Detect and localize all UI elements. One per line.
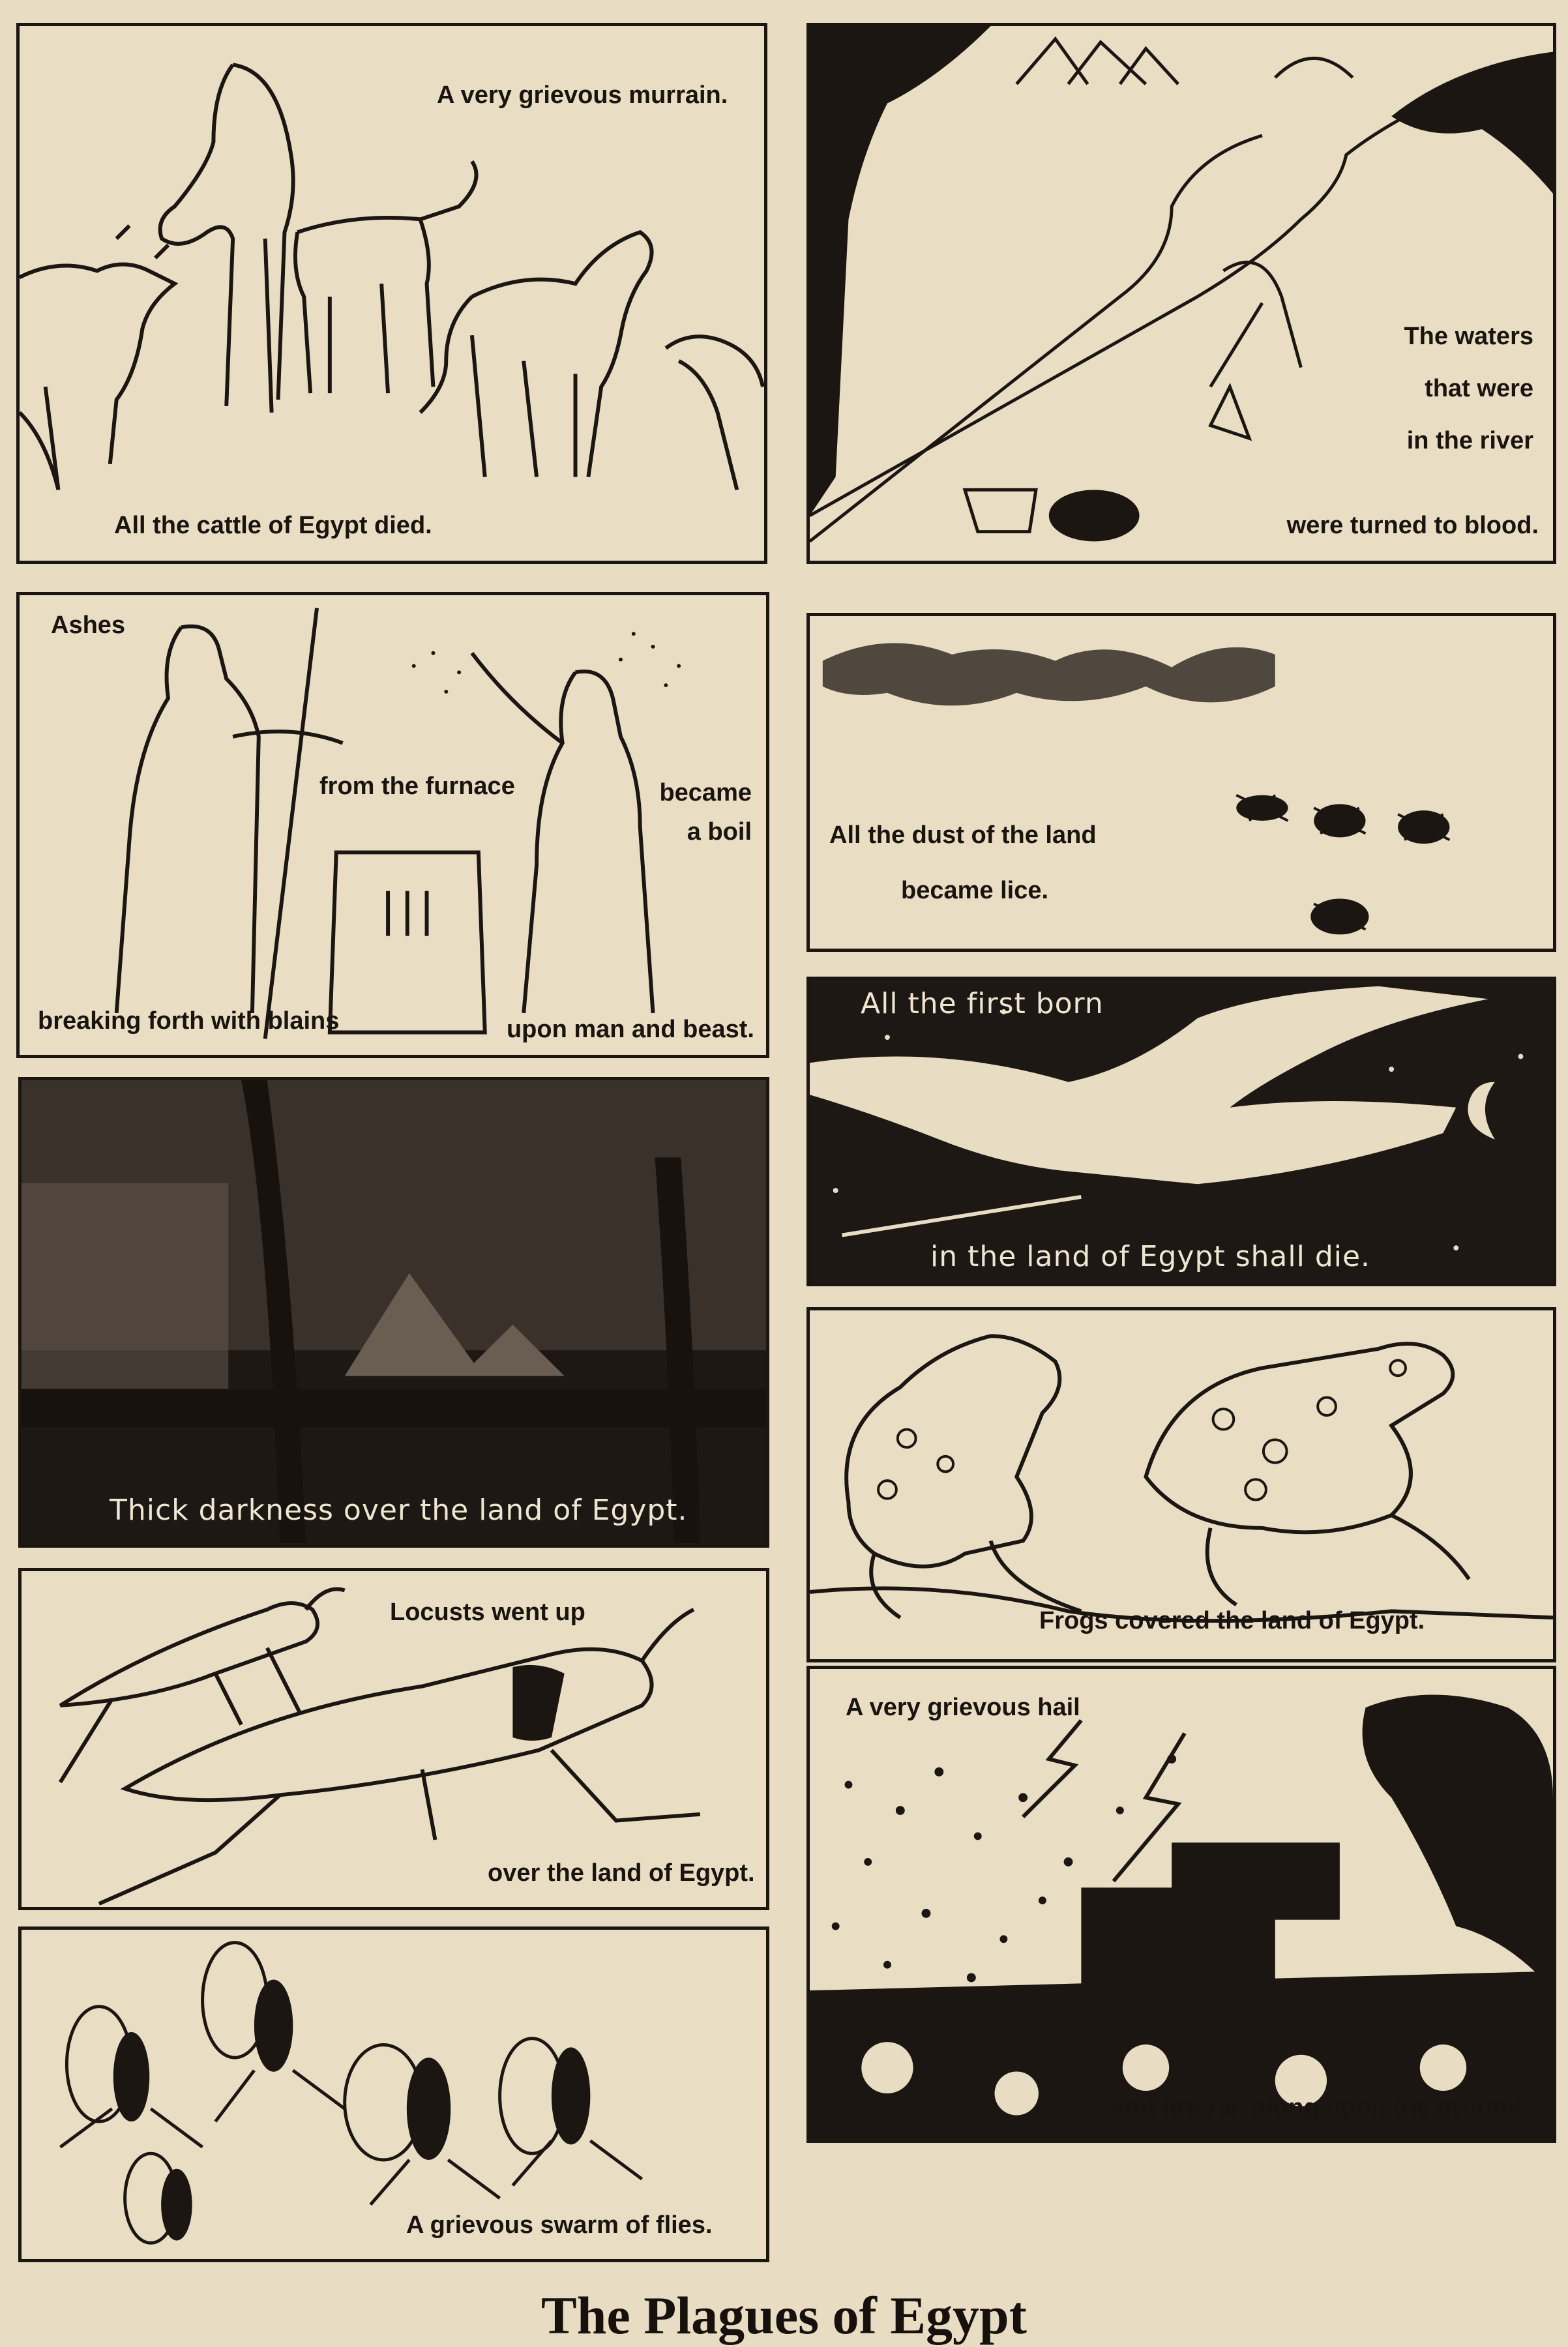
panel-firstborn	[806, 977, 1556, 1286]
hail-illustration	[810, 1669, 1553, 2140]
panel-murrain	[16, 23, 767, 564]
boils-became-1: became	[659, 779, 752, 806]
locusts-bottom: over the land of Egypt.	[488, 1859, 755, 1887]
lice-line1: All the dust of the land	[829, 821, 1097, 849]
hail-bottom: and fire ran along upon the ground.	[1111, 2094, 1530, 2121]
firstborn-top: All the first born	[861, 987, 1104, 1020]
murrain-bottom-caption: All the cattle of Egypt died.	[114, 512, 432, 539]
panel-flies	[18, 1926, 769, 2262]
panel-hail	[806, 1666, 1556, 2143]
boils-ashes: Ashes	[51, 612, 126, 639]
panel-frogs	[806, 1307, 1556, 1662]
blood-line1: The waters	[1404, 323, 1533, 350]
darkness-illustration	[22, 1080, 766, 1544]
page-title: The Plagues of Egypt	[541, 2286, 1027, 2345]
boils-upon: upon man and beast.	[506, 1016, 754, 1043]
panel-blood	[806, 23, 1556, 564]
angel-of-death-illustration	[810, 980, 1553, 1283]
frogs-caption: Frogs covered the land of Egypt.	[1039, 1607, 1425, 1634]
flies-illustration	[22, 1930, 766, 2259]
boils-furnace: from the furnace	[319, 773, 515, 800]
moses-aaron-illustration	[20, 595, 766, 1055]
blood-line2: that were	[1425, 375, 1533, 402]
river-illustration	[810, 26, 1553, 561]
panel-boils	[16, 592, 769, 1058]
firstborn-bottom: in the land of Egypt shall die.	[930, 1240, 1371, 1273]
panel-darkness	[18, 1077, 769, 1548]
blood-line3: in the river	[1406, 427, 1533, 454]
hail-top: A very grievous hail	[846, 1694, 1080, 1721]
murrain-top-caption: A very grievous murrain.	[437, 81, 728, 109]
darkness-caption: Thick darkness over the land of Egypt.	[110, 1494, 688, 1527]
locusts-top: Locusts went up	[390, 1599, 585, 1626]
boils-became-2: a boil	[687, 818, 752, 846]
boils-breaking: breaking forth with blains	[38, 1007, 340, 1035]
panel-locusts	[18, 1568, 769, 1910]
flies-caption: A grievous swarm of flies.	[406, 2211, 713, 2239]
lice-line2: became lice.	[901, 877, 1049, 904]
blood-line4: were turned to blood.	[1286, 512, 1539, 539]
panel-lice	[806, 613, 1556, 952]
